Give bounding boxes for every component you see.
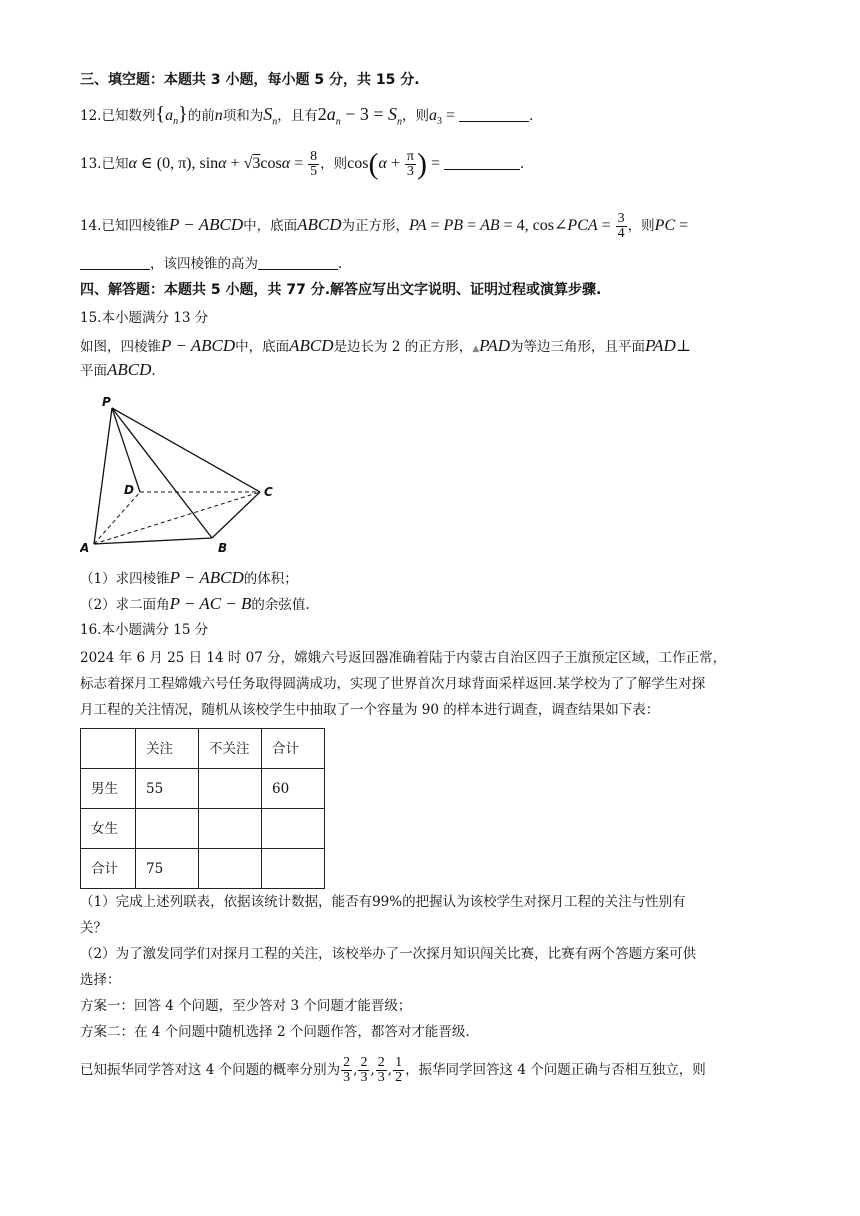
q12-n: n bbox=[214, 107, 223, 124]
q14-text-2: 中，底面 bbox=[243, 218, 298, 234]
q12-text-1: 12.已知数列 bbox=[80, 108, 156, 124]
label-A: A bbox=[80, 541, 90, 555]
triangle-icon: ▲ bbox=[472, 344, 480, 354]
q14-pyramid: P − ABCD bbox=[168, 215, 244, 234]
q12-text-2: 的前 bbox=[187, 108, 215, 124]
table-cell[interactable] bbox=[199, 849, 262, 889]
table-row bbox=[81, 849, 325, 889]
q16-sub-1-line-1: （1）完成上述列联表，依据该统计数据，能否有99%的把握认为该校学生对探月工程的关注与性别有 bbox=[80, 894, 686, 910]
q16-last-line: 已知振华同学答对这 4 个问题的概率分别为 $\frac{2}{3}$ , $\frac{2}{3}$ , $\frac{2}{3}$ , $\frac{1}{2}$ ，振华同学回答这 4 个问题正确与否相互独立，则 bbox=[80, 1055, 706, 1085]
q16-plan-1: 方案一：回答 4 个问题，至少答对 3 个问题才能晋级； bbox=[80, 998, 412, 1014]
q14-condition: PA = PB = AB = 4, cos∠PCA = bbox=[409, 217, 615, 234]
pyramid-figure bbox=[80, 396, 290, 562]
label-B: B bbox=[218, 541, 228, 555]
table-cell: 关注 bbox=[136, 729, 199, 769]
q12-seq-open: { bbox=[155, 103, 166, 125]
q14-fraction-3-4: $\frac{3}{4}$ bbox=[617, 211, 625, 241]
q15-title: 15.本小题满分 13 分 bbox=[80, 310, 209, 326]
table-cell: 女生 bbox=[81, 809, 136, 849]
table-cell[interactable] bbox=[199, 809, 262, 849]
q12-an: $a_n$ bbox=[165, 107, 179, 128]
label-C: C bbox=[264, 485, 273, 499]
table-cell: 60 bbox=[262, 769, 325, 809]
section-3-heading: 三、填空题：本题共 3 小题，每小题 5 分，共 15 分. bbox=[80, 72, 420, 88]
label-P: P bbox=[102, 396, 111, 409]
q16-para-2: 标志着探月工程嫦娥六号任务取得圆满成功，实现了世界首次月球背面采样返回.某学校为了了解学生对探 bbox=[80, 676, 706, 692]
edge-AC bbox=[94, 492, 260, 544]
table-cell: 55 bbox=[136, 769, 199, 809]
edge-PB bbox=[112, 408, 212, 538]
q15-statement-line-2: 平面ABCD. bbox=[80, 360, 156, 379]
q16-sub-1-line-2: 关？ bbox=[80, 920, 107, 936]
q13-answer-blank[interactable] bbox=[444, 155, 520, 170]
q12-seq-close: } bbox=[178, 103, 188, 125]
q16-title: 16.本小题满分 15 分 bbox=[80, 622, 209, 638]
q14-answer-blank-1[interactable] bbox=[80, 255, 150, 270]
label-D: D bbox=[124, 483, 134, 497]
question-13: 13.已知α ∈ (0, π), sinα + √3cosα = $\frac{8}{5}$ ，则cos(α + $\frac{\pi}{3}$ ) = . bbox=[80, 147, 525, 181]
edge-AD bbox=[94, 492, 140, 544]
table-cell: 合计 bbox=[262, 729, 325, 769]
edge-AB bbox=[94, 538, 212, 544]
q16-sub-2-line-1: （2）为了激发同学们对探月工程的关注，该校举办了一次探月知识闯关比赛，比赛有两个答题方案可供 bbox=[80, 946, 697, 962]
edge-PC bbox=[112, 408, 260, 492]
q14-text-4: ，则 bbox=[627, 218, 655, 234]
q16-para-3: 月工程的关注情况，随机从该校学生中抽取了一个容量为 90 的样本进行调查，调查结果如下表： bbox=[80, 702, 660, 718]
table-cell[interactable] bbox=[136, 809, 199, 849]
table-cell: 男生 bbox=[81, 769, 136, 809]
q13-condition: α ∈ (0, π), sinα + √3cosα = bbox=[128, 155, 308, 172]
table-row bbox=[81, 769, 325, 809]
q12-text-3: 项和为 bbox=[222, 108, 264, 124]
q13-text-1: 13.已知 bbox=[80, 156, 129, 172]
q12-answer-blank[interactable] bbox=[459, 107, 529, 122]
q15-sub-1: （1）求四棱锥P − ABCD的体积； bbox=[80, 568, 298, 587]
q13-fraction-8-5: $\frac{8}{5}$ bbox=[310, 149, 318, 179]
q13-text-2: ，则 bbox=[320, 156, 348, 172]
q12-sn: $S_n$ bbox=[263, 104, 278, 128]
q12-text-4: ，且有 bbox=[277, 108, 318, 124]
table-cell: 不关注 bbox=[199, 729, 262, 769]
q15-statement-line-1: 如图，四棱锥P − ABCD中，底面ABCD是边长为 2 的正方形，▲PAD为等边三角形，且平面PAD⊥ bbox=[80, 336, 691, 355]
edge-PD bbox=[112, 408, 140, 492]
edge-BC bbox=[212, 492, 260, 538]
edge-PA bbox=[94, 408, 112, 544]
table-cell[interactable] bbox=[262, 809, 325, 849]
table-cell[interactable] bbox=[262, 849, 325, 889]
q12-equation: $2a_n - 3 = S_n$ bbox=[317, 104, 403, 128]
table-cell bbox=[81, 729, 136, 769]
q14-text-3: 为正方形， bbox=[341, 218, 410, 234]
question-14: 14.已知四棱锥P − ABCD中，底面ABCD为正方形，PA = PB = AB = 4, cos∠PCA = $\frac{3}{4}$ ，则PC = bbox=[80, 211, 689, 241]
q16-plan-2: 方案二：在 4 个问题中随机选择 2 个问题作答，都答对才能晋级. bbox=[80, 1024, 470, 1040]
q15-sub-2: （2）求二面角P − AC − B的余弦值. bbox=[80, 594, 310, 613]
q14-text-1: 14.已知四棱锥 bbox=[80, 218, 169, 234]
contingency-table bbox=[80, 728, 325, 889]
q16-sub-2-line-2: 选择： bbox=[80, 972, 121, 988]
q14-answer-blank-2[interactable] bbox=[258, 255, 338, 270]
table-cell: 合计 bbox=[81, 849, 136, 889]
table-row bbox=[81, 809, 325, 849]
q13-fraction-pi-3: $\frac{\pi}{3}$ bbox=[406, 149, 414, 179]
q12-text-5: ，则 bbox=[402, 108, 430, 124]
table-cell: 75 bbox=[136, 849, 199, 889]
table-cell[interactable] bbox=[199, 769, 262, 809]
question-14-line-2: ，该四棱锥的高为 . bbox=[80, 254, 342, 274]
question-12: 12.已知数列$\{a_n\}$的前n项和为$S_n$，且有$2a_n - 3 = S_n$，则$a_3$ = . bbox=[80, 103, 534, 128]
q16-para-1: 2024 年 6 月 25 日 14 时 07 分，嫦娥六号返回器准确着陆于内蒙古自治区四子王旗预定区域，工作正常， bbox=[80, 650, 727, 666]
q13-cos: cos bbox=[347, 155, 369, 172]
table-header-row bbox=[81, 729, 325, 769]
section-4-heading: 四、解答题：本题共 5 小题，共 77 分.解答应写出文字说明、证明过程或演算步骤. bbox=[80, 282, 602, 298]
q12-a3: $a_3$ bbox=[429, 107, 443, 128]
